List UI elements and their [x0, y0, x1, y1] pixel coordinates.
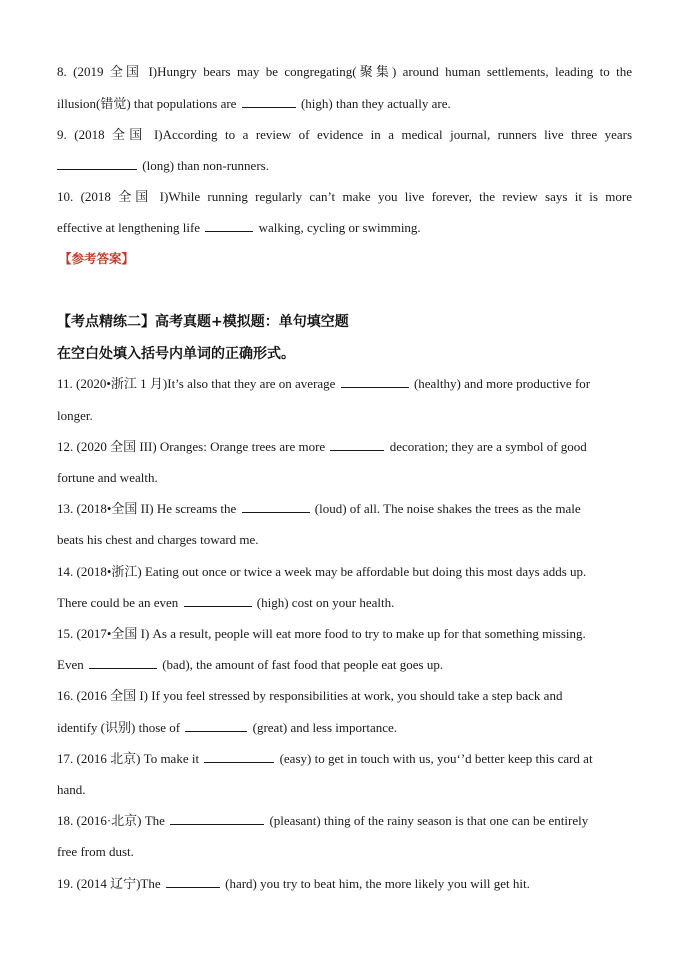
answer-blank[interactable] [205, 218, 253, 232]
question-18-line-2 [57, 842, 632, 862]
question-15-line-2 [57, 655, 632, 675]
question-text: (2020 全国 III) Oranges: Orange trees are more [76, 439, 326, 454]
question-text: Even [57, 657, 84, 672]
question-19-line-1 [57, 874, 632, 894]
question-10-line-2 [57, 218, 632, 238]
answer-blank[interactable] [166, 874, 220, 888]
question-number: 17. [57, 751, 74, 766]
question-18-line-1 [57, 811, 632, 831]
answer-key-heading: 【参考答案】 [59, 251, 135, 266]
question-text: hand. [57, 782, 86, 797]
question-text: (2016·北京) The [76, 813, 165, 828]
question-number: 11. [57, 376, 73, 391]
answer-blank[interactable] [184, 593, 252, 607]
question-text: identify (识别) those of [57, 720, 181, 735]
question-17-line-2 [57, 780, 632, 800]
question-hint: (high) cost on your health. [256, 595, 395, 610]
answer-blank[interactable] [170, 811, 264, 825]
question-10-line-1 [57, 187, 632, 207]
question-number: 8. [57, 64, 67, 79]
question-17-line-1 [57, 749, 632, 769]
question-number: 12. [57, 439, 74, 454]
answer-blank[interactable] [341, 374, 409, 388]
question-hint: (high) than they actually are. [300, 96, 451, 111]
question-text: (2019 全国 I)Hungry bears may be congregating(聚集) around human settlements, leading to the [73, 64, 632, 79]
question-text: (2020•浙江 1 月)It’s also that they are on average [76, 376, 336, 391]
answer-blank[interactable] [330, 437, 384, 451]
question-text: beats his chest and charges toward me. [57, 532, 259, 547]
question-number: 14. [57, 564, 74, 579]
question-hint: (hard) you try to beat him, the more likely you will get hit. [225, 876, 530, 891]
section-title: 【考点精练二】高考真题+模拟题：单句填空题 [57, 314, 349, 330]
question-text: effective at lengthening life [57, 220, 201, 235]
question-text: (2018 全国 I)According to a review of evidence in a medical journal, runners live three years [74, 127, 632, 142]
question-12-line-2 [57, 468, 632, 488]
question-15-line-1 [57, 624, 632, 644]
question-number: 9. [57, 127, 67, 142]
question-text: (2018 全国 I)While running regularly can’t make you live forever, the review says it is more [80, 189, 633, 204]
question-9-line-1 [57, 125, 632, 145]
question-text: (2016 全国 I) If you feel stressed by responsibilities at work, you should take a step back and [76, 688, 563, 703]
question-8-line-1 [57, 62, 632, 82]
answer-blank[interactable] [89, 655, 157, 669]
question-hint: (great) and less importance. [252, 720, 398, 735]
question-number: 15. [57, 626, 74, 641]
question-hint: decoration; they are a symbol of good [389, 439, 587, 454]
question-text: (2014 辽宁)The [76, 876, 161, 891]
answer-blank[interactable] [185, 718, 247, 732]
section-instruction: 在空白处填入括号内单词的正确形式。 [57, 346, 295, 362]
question-11-line-1 [57, 374, 632, 394]
question-number: 18. [57, 813, 74, 828]
question-9-line-2 [57, 156, 632, 176]
question-hint: (healthy) and more productive for [413, 376, 591, 391]
question-text: fortune and wealth. [57, 470, 158, 485]
question-number: 16. [57, 688, 74, 703]
question-hint: (loud) of all. The noise shakes the trees as the male [314, 501, 581, 516]
question-hint: (long) than non-runners. [142, 158, 269, 173]
question-12-line-1 [57, 437, 632, 457]
question-hint: (pleasant) thing of the rainy season is that one can be entirely [269, 813, 589, 828]
question-number: 19. [57, 876, 74, 891]
question-text: There could be an even [57, 595, 179, 610]
answer-blank[interactable] [242, 94, 296, 108]
question-text: illusion(错觉) that populations are [57, 96, 237, 111]
question-16-line-1 [57, 686, 632, 706]
question-number: 13. [57, 501, 74, 516]
question-hint: walking, cycling or swimming. [258, 220, 421, 235]
question-text: (2016 北京) To make it [76, 751, 200, 766]
question-text: free from dust. [57, 844, 134, 859]
question-14-line-1 [57, 562, 632, 582]
question-text: longer. [57, 408, 93, 423]
question-text: (2018•全国 II) He screams the [76, 501, 237, 516]
question-text: (2018•浙江) Eating out once or twice a week may be affordable but doing this most days adds up. [76, 564, 587, 579]
question-11-line-2 [57, 406, 632, 426]
question-16-line-2 [57, 718, 632, 738]
question-13-line-2 [57, 530, 632, 550]
question-8-line-2 [57, 94, 632, 114]
question-hint: (bad), the amount of fast food that people eat goes up. [162, 657, 444, 672]
answer-blank[interactable] [242, 499, 310, 513]
question-number: 10. [57, 189, 74, 204]
answer-blank[interactable] [204, 749, 274, 763]
question-13-line-1 [57, 499, 632, 519]
question-text: (2017•全国 I) As a result, people will eat more food to try to make up for that something missing. [76, 626, 586, 641]
answer-blank[interactable] [57, 156, 137, 170]
question-hint: (easy) to get in touch with us, you‘’d better keep this card at [279, 751, 593, 766]
question-14-line-2 [57, 593, 632, 613]
